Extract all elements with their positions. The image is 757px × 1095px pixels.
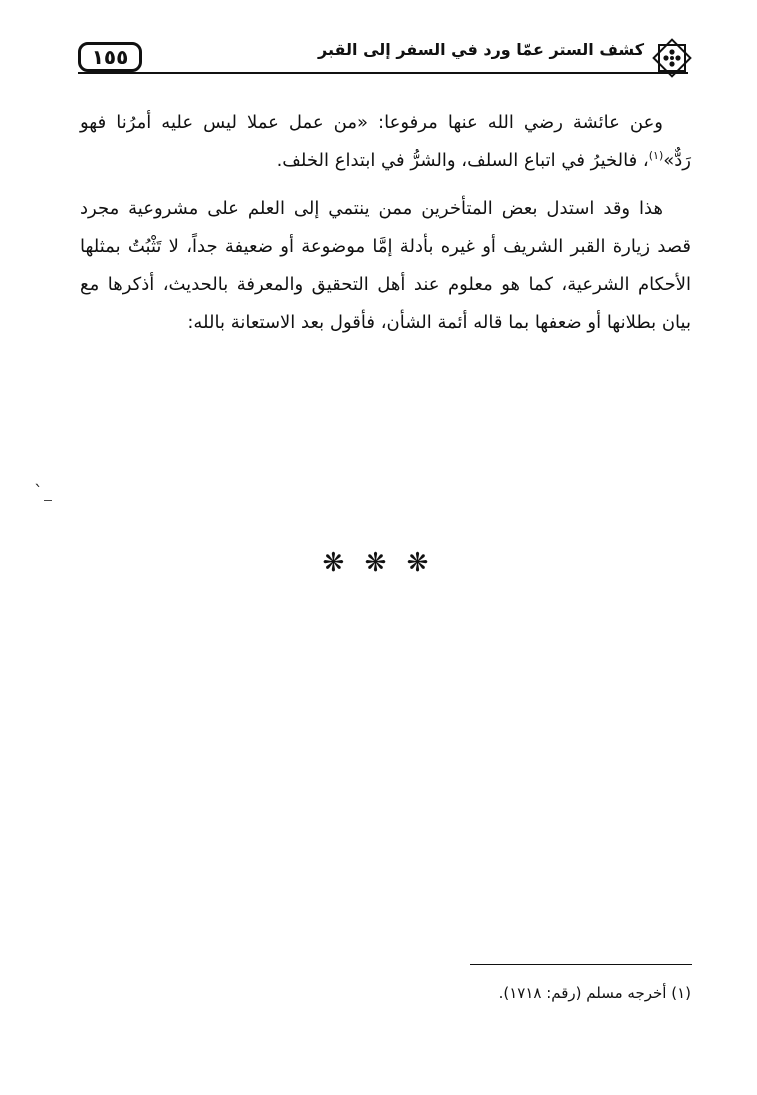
footnote-ref-1[interactable]: (١) [648,149,664,162]
section-separator: ❋ ❋ ❋ [322,548,435,578]
paragraph-aisha-hadith [80,104,691,180]
page-header [78,36,696,88]
footnote-rule [470,964,692,965]
paragraph-intro-evidence [80,190,691,342]
star-ornament-icon [650,36,694,80]
stray-mark: ˋ [34,482,43,503]
stray-dash [44,500,52,501]
running-title: كشف الستر عمّا ورد في السفر إلى القبر [318,40,644,59]
paragraph2-text: هذا وقد استدل بعض المتأخرين ممن ينتمي إلى العلم على مشروعية مجرد قصد زيارة القبر الشريف أو غيره بأدلة إمَّا موضوعة أو ضعيفة جداً، لا تَثْبُتُ بمثلها الأحكام الشرعية، كما هو معلوم عند أهل التحقيق والمعرفة بالحديث، أذكرها مع بيان بطلانها أو ضعفها بما قاله أئمة الشأن، فأقول بعد الاستعانة بالله: [80,198,691,333]
paragraph1-text-a: وعن عائشة رضي الله عنها مرفوعا: «من عمل عملا ليس عليه أمرُنا فهو رَدٌّ» [80,112,691,171]
page-number: ١٥٥ [78,42,142,72]
header-rule [78,72,688,74]
paragraph1-text-b: ، فالخيرُ في اتباع السلف، والشرُّ في ابتداع الخلف. [276,150,649,171]
footnote-1: (١) أخرجه مسلم (رقم: ١٧١٨). [498,984,691,1002]
